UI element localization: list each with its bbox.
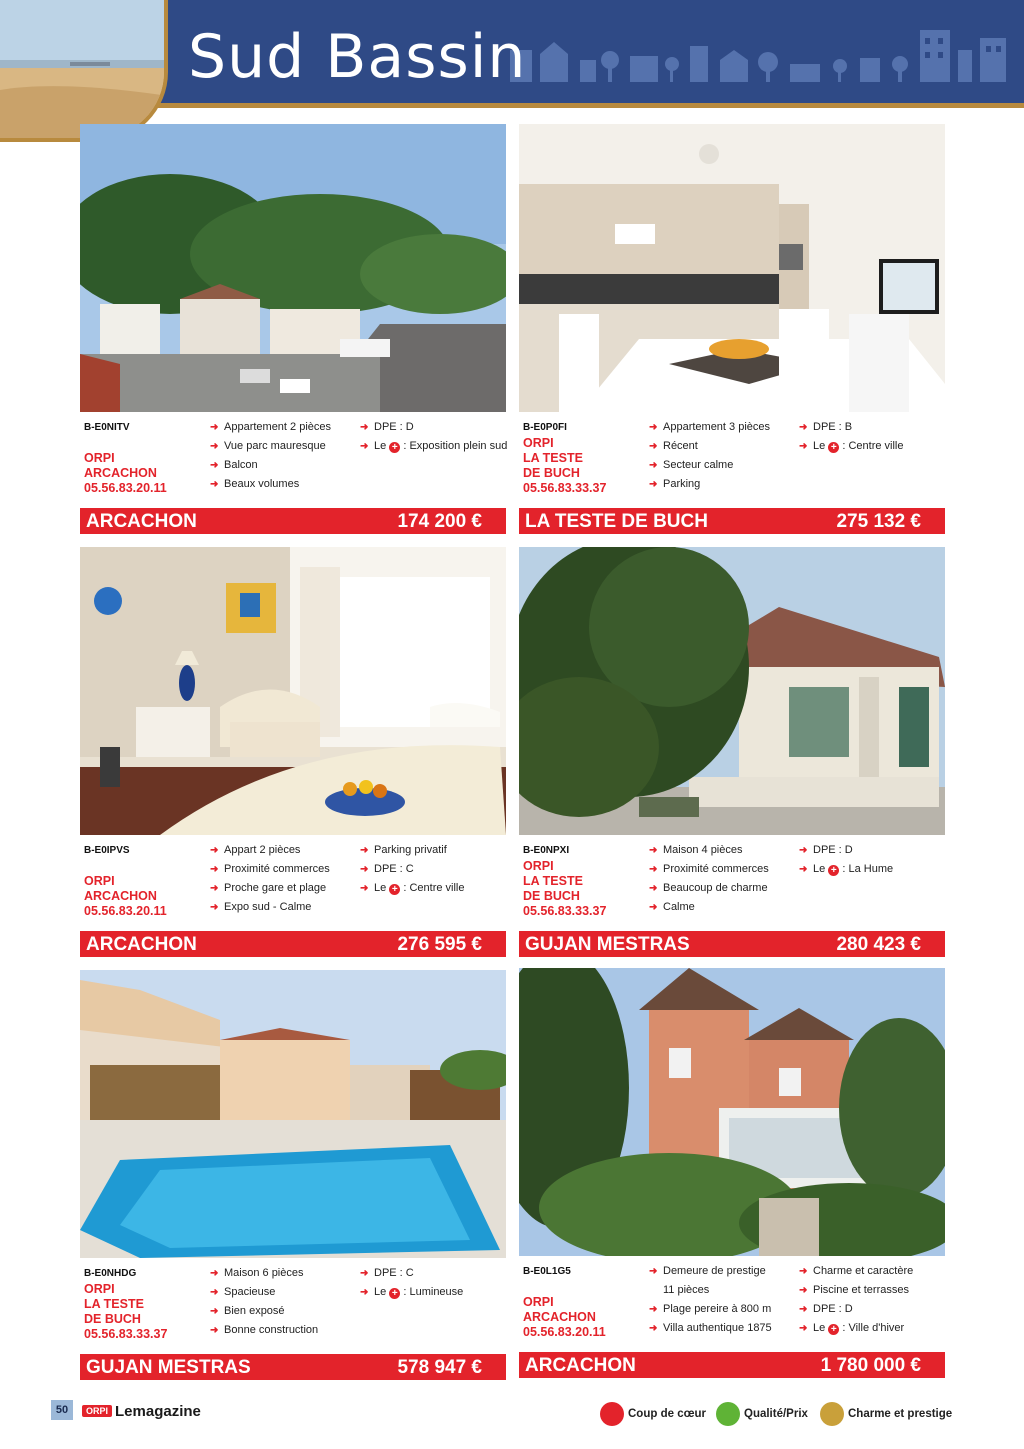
feature-item: ➜ DPE : D <box>799 841 893 860</box>
agency-city-2: DE BUCH <box>523 466 580 480</box>
agency-phone[interactable]: 05.56.83.33.37 <box>84 1327 168 1341</box>
legend-item-coup-de-coeur: Coup de cœur <box>600 1402 706 1426</box>
arrow-right-icon: ➜ <box>649 864 658 875</box>
listing-ref: B-E0NITV <box>84 422 130 433</box>
arrow-right-icon: ➜ <box>210 845 219 856</box>
arrow-right-icon: ➜ <box>360 845 369 856</box>
feature-item: ➜ Le + : Centre ville <box>360 879 465 898</box>
feature-item: ➜ Le + : La Hume <box>799 860 893 879</box>
feature-item: ➜ DPE : C <box>360 1264 463 1283</box>
listing-price: 275 132 € <box>836 511 921 532</box>
feature-item: ➜ Le + : Lumineuse <box>360 1283 463 1302</box>
agency-name: ORPI <box>523 859 554 873</box>
arrow-right-icon: ➜ <box>649 845 658 856</box>
agency-city: LA TESTE <box>523 451 583 465</box>
features-list-secondary <box>360 1264 463 1302</box>
listing-ref: B-E0L1G5 <box>523 1266 571 1277</box>
listing-price-bar <box>80 506 506 534</box>
listing-city: GUJAN MESTRAS <box>86 1357 251 1378</box>
arrow-right-icon: ➜ <box>649 460 658 471</box>
arrow-right-icon: ➜ <box>210 479 219 490</box>
arrow-right-icon: ➜ <box>649 902 658 913</box>
agency-phone[interactable]: 05.56.83.20.11 <box>84 481 167 495</box>
features-list-secondary <box>799 418 904 456</box>
agency-city: LA TESTE <box>523 874 583 888</box>
arrow-right-icon: ➜ <box>649 883 658 894</box>
arrow-right-icon: ➜ <box>799 1323 808 1334</box>
plus-icon: + <box>828 865 839 876</box>
feature-item: ➜ Expo sud - Calme <box>210 898 330 917</box>
feature-item: 11 pièces <box>649 1281 772 1300</box>
features-list <box>649 841 769 917</box>
agency-city: ARCACHON <box>84 466 157 480</box>
listing-photo <box>519 968 945 1256</box>
features-list <box>210 1264 318 1340</box>
page-number: 50 <box>51 1400 73 1420</box>
listing-price-bar <box>519 1350 945 1378</box>
listing-card[interactable] <box>80 124 506 534</box>
feature-item: ➜ Parking privatif <box>360 841 465 860</box>
feature-item: ➜ Proximité commerces <box>649 860 769 879</box>
features-list-secondary <box>360 418 507 456</box>
agency-phone[interactable]: 05.56.83.20.11 <box>84 904 167 918</box>
listing-price: 1 780 000 € <box>820 1355 921 1376</box>
features-list-secondary <box>360 841 465 898</box>
legend-item-charme-prestige: Charme et prestige <box>820 1402 952 1426</box>
listing-ref: B-E0IPVS <box>84 845 130 856</box>
agency-name: ORPI <box>523 436 554 450</box>
plus-icon: + <box>389 1288 400 1299</box>
arrow-right-icon: ➜ <box>210 1325 219 1336</box>
listing-info <box>80 412 506 506</box>
feature-item: ➜ Charme et caractère <box>799 1262 913 1281</box>
listing-price-bar <box>519 506 945 534</box>
agency-city-2: DE BUCH <box>84 1312 141 1326</box>
feature-item: ➜ DPE : B <box>799 418 904 437</box>
prestige-house-icon <box>820 1402 844 1426</box>
feature-item: ➜ Beaucoup de charme <box>649 879 769 898</box>
arrow-right-icon: ➜ <box>799 1304 808 1315</box>
arrow-right-icon: ➜ <box>799 845 808 856</box>
feature-item: ➜ Plage pereire à 800 m <box>649 1300 772 1319</box>
listing-city: LA TESTE DE BUCH <box>525 511 708 532</box>
agency-name: ORPI <box>84 1282 115 1296</box>
listing-photo <box>80 547 506 835</box>
agency-name: ORPI <box>523 1295 554 1309</box>
agency-city: ARCACHON <box>523 1310 596 1324</box>
listing-city: ARCACHON <box>86 934 197 955</box>
listing-price: 280 423 € <box>836 934 921 955</box>
features-list-secondary <box>799 841 893 879</box>
features-list-secondary <box>799 1262 913 1338</box>
listing-price: 174 200 € <box>397 511 482 532</box>
feature-item: ➜ Beaux volumes <box>210 475 331 494</box>
arrow-right-icon: ➜ <box>210 422 219 433</box>
agency-name: ORPI <box>84 451 115 465</box>
feature-item: ➜ Balcon <box>210 456 331 475</box>
listing-info <box>519 412 945 506</box>
arrow-right-icon: ➜ <box>210 1268 219 1279</box>
listing-info <box>519 835 945 929</box>
listing-photo <box>519 547 945 835</box>
feature-item: ➜ Calme <box>649 898 769 917</box>
listing-ref: B-E0P0FI <box>523 422 567 433</box>
feature-item: ➜ Maison 4 pièces <box>649 841 769 860</box>
page-title: Sud Bassin <box>188 22 527 92</box>
arrow-right-icon: ➜ <box>210 864 219 875</box>
listing-photo <box>80 970 506 1258</box>
magazine-name: Lemagazine <box>115 1403 201 1420</box>
plus-icon: + <box>828 442 839 453</box>
agency-phone[interactable]: 05.56.83.33.37 <box>523 904 607 918</box>
arrow-right-icon: ➜ <box>210 883 219 894</box>
arrow-right-icon: ➜ <box>360 1268 369 1279</box>
arrow-right-icon: ➜ <box>649 1304 658 1315</box>
arrow-right-icon: ➜ <box>799 1266 808 1277</box>
arrow-right-icon: ➜ <box>799 864 808 875</box>
arrow-right-icon: ➜ <box>649 441 658 452</box>
feature-item: ➜ DPE : D <box>799 1300 913 1319</box>
feature-item: ➜ Bonne construction <box>210 1321 318 1340</box>
listing-price-bar <box>80 929 506 957</box>
listing-card[interactable] <box>80 547 506 957</box>
orpi-logo: ORPI <box>82 1405 112 1417</box>
listing-info <box>80 835 506 929</box>
feature-item: ➜ Bien exposé <box>210 1302 318 1321</box>
listing-price-bar <box>519 929 945 957</box>
listing-card[interactable] <box>519 124 945 534</box>
listing-info <box>80 1258 506 1352</box>
listing-price: 578 947 € <box>397 1357 482 1378</box>
arrow-right-icon: ➜ <box>649 1323 658 1334</box>
listing-price-bar <box>80 1352 506 1380</box>
feature-item: ➜ Proche gare et plage <box>210 879 330 898</box>
heart-house-icon <box>600 1402 624 1426</box>
feature-item: ➜ Demeure de prestige <box>649 1262 772 1281</box>
feature-item: ➜ Appartement 2 pièces <box>210 418 331 437</box>
features-list <box>649 418 770 494</box>
agency-city: LA TESTE <box>84 1297 144 1311</box>
feature-item: ➜ Secteur calme <box>649 456 770 475</box>
plus-icon: + <box>389 442 400 453</box>
feature-item: ➜ Le + : Centre ville <box>799 437 904 456</box>
feature-item: ➜ Le + : Ville d'hiver <box>799 1319 913 1338</box>
page-header <box>0 0 1024 112</box>
listing-price: 276 595 € <box>397 934 482 955</box>
arrow-right-icon: ➜ <box>360 422 369 433</box>
features-list <box>210 418 331 494</box>
arrow-right-icon: ➜ <box>649 422 658 433</box>
arrow-right-icon: ➜ <box>799 1285 808 1296</box>
feature-item: ➜ Le + : Exposition plein sud <box>360 437 507 456</box>
feature-item: ➜ Piscine et terrasses <box>799 1281 913 1300</box>
legend-item-qualite-prix: Qualité/Prix <box>716 1402 808 1426</box>
beach-photo <box>0 0 168 142</box>
skyline-illustration <box>500 20 1020 82</box>
feature-item: ➜ Appartement 3 pièces <box>649 418 770 437</box>
arrow-right-icon: ➜ <box>360 864 369 875</box>
feature-item: ➜ Maison 6 pièces <box>210 1264 318 1283</box>
agency-phone[interactable]: 05.56.83.33.37 <box>523 481 607 495</box>
arrow-right-icon: ➜ <box>210 1287 219 1298</box>
agency-phone[interactable]: 05.56.83.20.11 <box>523 1325 606 1339</box>
listing-photo <box>519 124 945 412</box>
listing-city: ARCACHON <box>525 1355 636 1376</box>
arrow-right-icon: ➜ <box>649 479 658 490</box>
arrow-right-icon: ➜ <box>799 422 808 433</box>
feature-item: ➜ Villa authentique 1875 <box>649 1319 772 1338</box>
agency-name: ORPI <box>84 874 115 888</box>
agency-contact <box>84 874 167 919</box>
arrow-right-icon: ➜ <box>210 441 219 452</box>
listing-photo <box>80 124 506 412</box>
plus-icon: + <box>389 884 400 895</box>
features-list <box>210 841 330 917</box>
magazine-brand <box>82 1403 201 1420</box>
listing-city: ARCACHON <box>86 511 197 532</box>
listing-city: GUJAN MESTRAS <box>525 934 690 955</box>
agency-contact <box>523 436 606 496</box>
feature-item: ➜ Récent <box>649 437 770 456</box>
agency-contact <box>523 859 606 919</box>
plus-icon: + <box>828 1324 839 1335</box>
arrow-right-icon: ➜ <box>799 441 808 452</box>
listing-card[interactable] <box>519 968 945 1378</box>
listing-card[interactable] <box>519 547 945 957</box>
arrow-spacer <box>649 1281 663 1300</box>
arrow-right-icon: ➜ <box>210 1306 219 1317</box>
feature-item: ➜ Parking <box>649 475 770 494</box>
arrow-right-icon: ➜ <box>649 1266 658 1277</box>
features-list <box>649 1262 772 1338</box>
arrow-right-icon: ➜ <box>360 883 369 894</box>
listing-card[interactable] <box>80 970 506 1380</box>
arrow-right-icon: ➜ <box>210 902 219 913</box>
agency-contact <box>523 1295 606 1340</box>
feature-item: ➜ Proximité commerces <box>210 860 330 879</box>
arrow-right-icon: ➜ <box>360 1287 369 1298</box>
feature-item: ➜ Appart 2 pièces <box>210 841 330 860</box>
agency-contact <box>84 451 167 496</box>
agency-city-2: DE BUCH <box>523 889 580 903</box>
feature-item: ➜ DPE : C <box>360 860 465 879</box>
agency-contact <box>84 1282 167 1342</box>
quality-house-icon <box>716 1402 740 1426</box>
listing-info <box>519 1256 945 1350</box>
agency-city: ARCACHON <box>84 889 157 903</box>
arrow-right-icon: ➜ <box>210 460 219 471</box>
listing-ref: B-E0NHDG <box>84 1268 137 1279</box>
arrow-right-icon: ➜ <box>360 441 369 452</box>
feature-item: ➜ Vue parc mauresque <box>210 437 331 456</box>
feature-item: ➜ Spacieuse <box>210 1283 318 1302</box>
listing-ref: B-E0NPXI <box>523 845 570 856</box>
feature-item: ➜ DPE : D <box>360 418 507 437</box>
